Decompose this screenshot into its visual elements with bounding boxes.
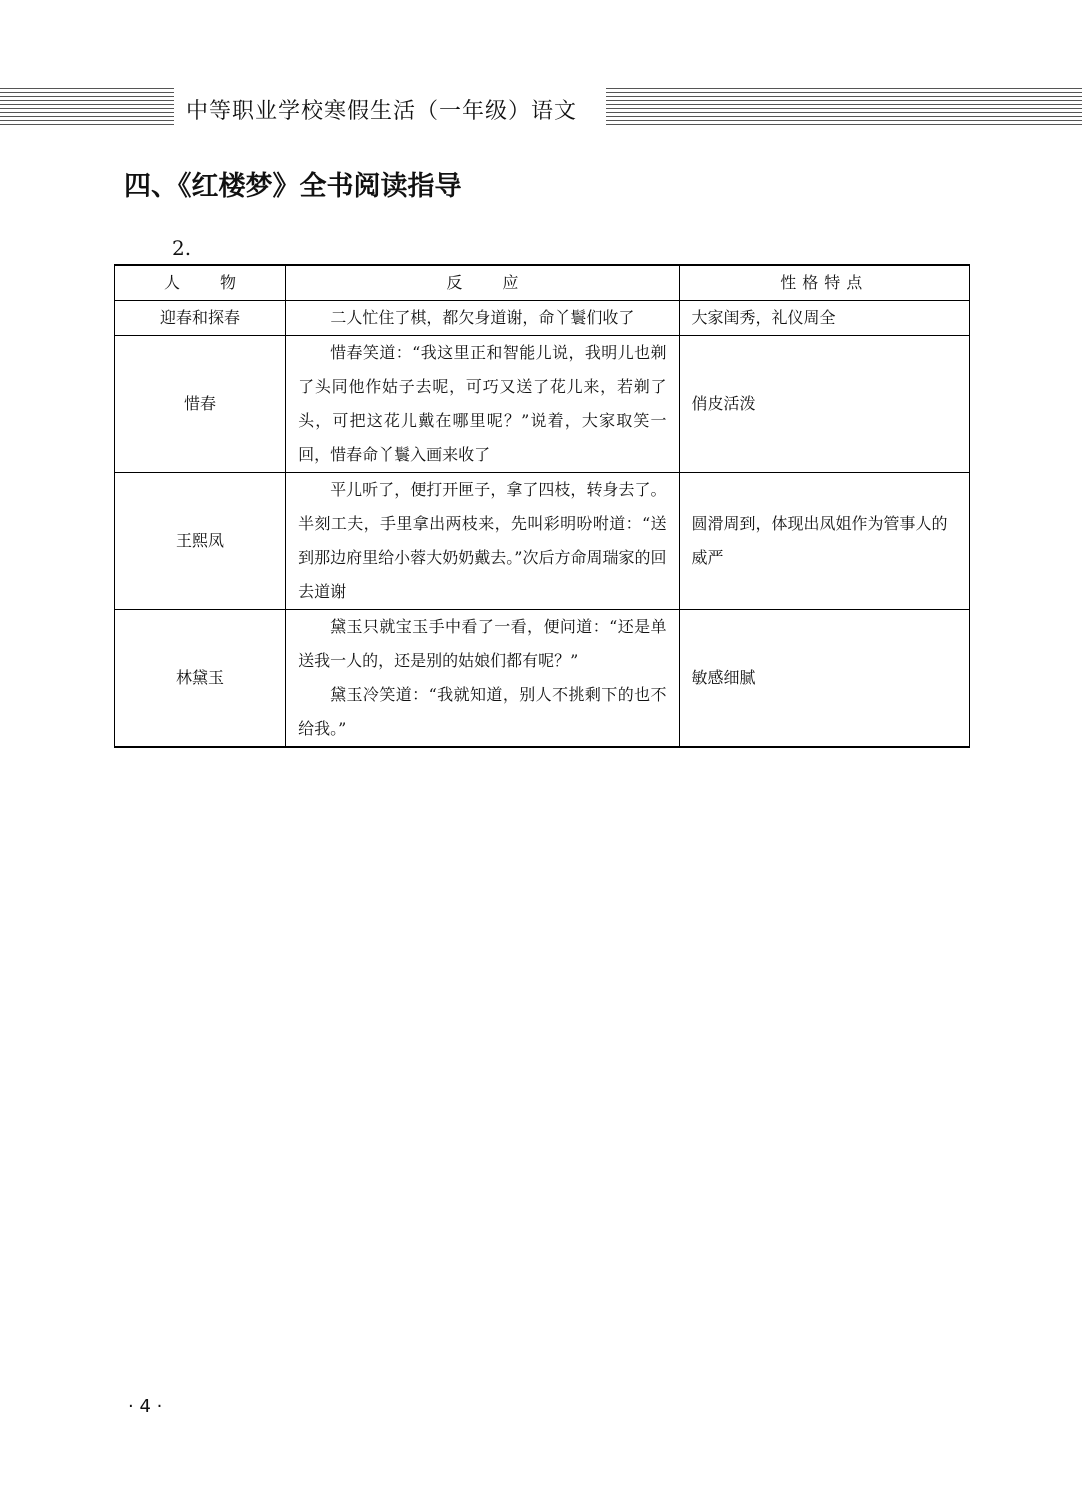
character-name: 王熙凤 — [115, 473, 286, 610]
header-trait: 性格特点 — [679, 265, 969, 301]
character-table — [114, 264, 970, 748]
reaction-text: 惜春笑道：“我这里正和智能儿说，我明儿也剃了头同他作姑子去呢，可巧又送了花儿来，若剃了头，可把这花儿戴在哪里呢？”说着，大家取笑一回，惜春命丫鬟入画来收了 — [298, 343, 667, 464]
character-name: 惜春 — [115, 336, 286, 473]
table-row — [115, 336, 970, 473]
reaction-text: 黛玉只就宝玉手中看了一看，便问道：“还是单送我一人的，还是别的姑娘们都有呢？” — [298, 617, 667, 670]
table-row — [115, 610, 970, 748]
running-header — [0, 88, 1082, 128]
character-name: 林黛玉 — [115, 610, 286, 748]
reaction-cell — [286, 610, 679, 748]
trait-cell: 敏感细腻 — [679, 610, 969, 748]
reaction-cell — [286, 301, 679, 336]
trait-cell: 俏皮活泼 — [679, 336, 969, 473]
header-reaction: 反应 — [286, 265, 679, 301]
header-name: 人物 — [115, 265, 286, 301]
table-header-row — [115, 265, 970, 301]
header-title: 中等职业学校寒假生活（一年级）语文 — [186, 99, 578, 124]
reaction-text: 黛玉冷笑道：“我就知道，别人不挑剩下的也不给我。” — [298, 685, 667, 738]
trait-cell: 圆滑周到，体现出凤姐作为管事人的威严 — [679, 473, 969, 610]
section-title: 四、《红楼梦》全书阅读指导 — [124, 171, 462, 202]
trait-cell: 大家闺秀，礼仪周全 — [679, 301, 969, 336]
header-rule-right — [606, 88, 1082, 128]
table-row — [115, 473, 970, 610]
header-rule-left — [0, 88, 174, 128]
reaction-text: 平儿听了，便打开匣子，拿了四枝，转身去了。半刻工夫，手里拿出两枝来，先叫彩明吩咐道：“送到那边府里给小蓉大奶奶戴去。”次后方命周瑞家的回去道谢 — [298, 480, 667, 601]
table-row — [115, 301, 970, 336]
reaction-cell — [286, 473, 679, 610]
reaction-text: 二人忙住了棋，都欠身道谢，命丫鬟们收了 — [330, 308, 635, 327]
item-number: 2. — [172, 236, 192, 260]
reaction-cell — [286, 336, 679, 473]
character-name: 迎春和探春 — [115, 301, 286, 336]
page-number: · 4 · — [128, 1396, 163, 1417]
